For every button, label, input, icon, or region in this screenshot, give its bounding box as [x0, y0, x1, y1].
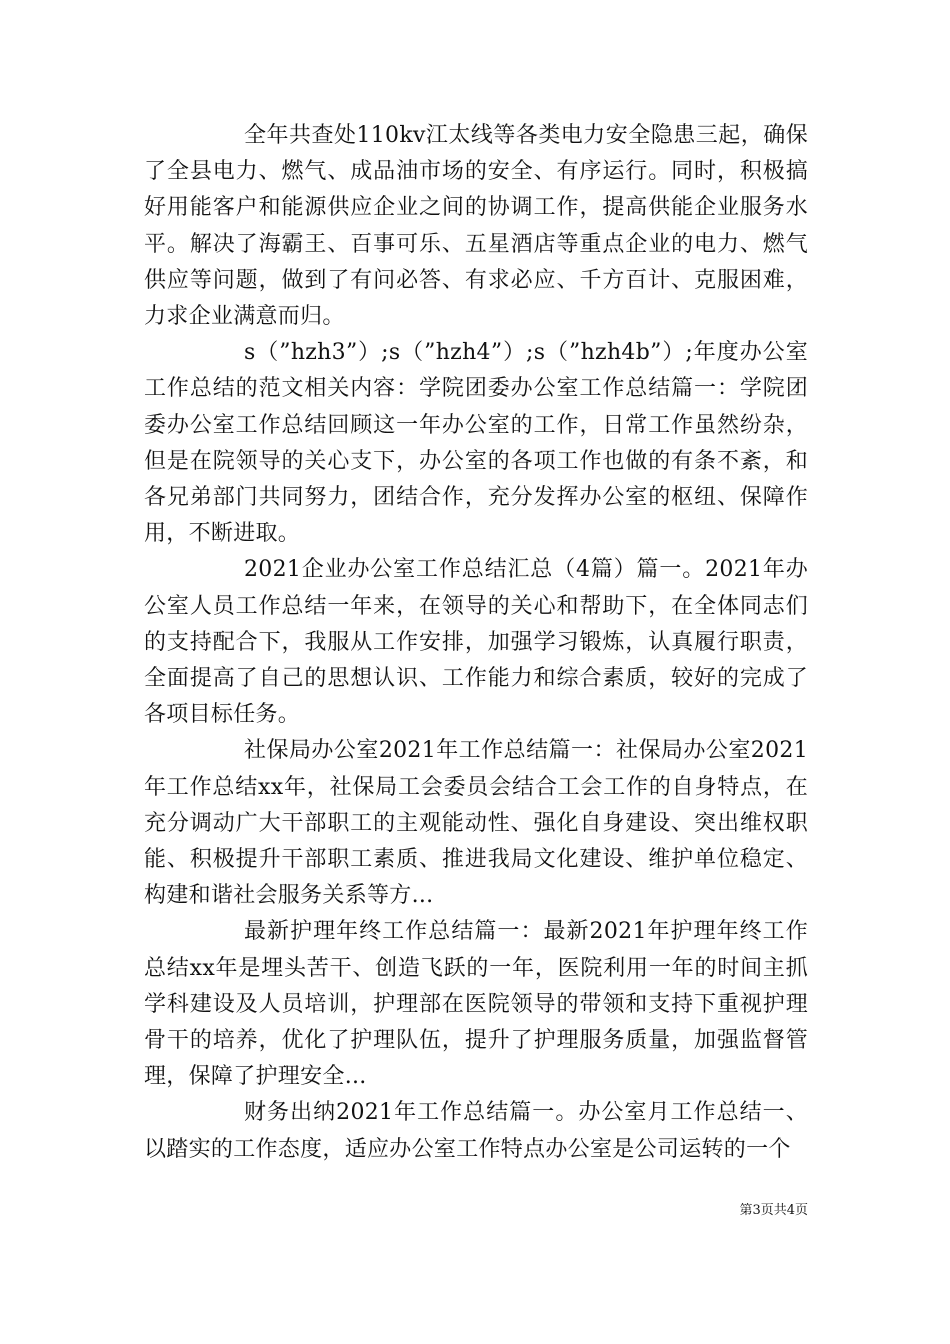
paragraph: 最新护理年终工作总结篇一：最新2021年护理年终工作总结xx年是埋头苦干、创造飞跃的一年，医院利用一年的时间主抓学科建设及人员培训，护理部在医院领导的带领和支持下重视护理骨干的培养，优化了护理队伍，提升了护理服务质量，加强监督管理，保障了护理安全...	[144, 919, 808, 1090]
paragraph: 全年共查处110kv江太线等各类电力安全隐患三起，确保了全县电力、燃气、成品油市场的安全、有序运行。同时，积极搞好用能客户和能源供应企业之间的协调工作，提高供能企业服务水平。解决了海霸王、百事可乐、五星酒店等重点企业的电力、燃气供应等问题，做到了有问必答、有求必应、千方百计、克服困难，力求企业满意而归。	[144, 123, 808, 330]
page-number-footer: 第3页共4页	[739, 1203, 808, 1218]
paragraph: s（”hzh3”）;s（”hzh4”）;s（”hzh4b”）;年度办公室工作总结的范文相关内容：学院团委办公室工作总结篇一：学院团委办公室工作总结回顾这一年办公室的工作，日常工作虽然纷杂，但是在院领导的关心支下，办公室的各项工作也做的有条不紊，和各兄弟部门共同努力，团结合作，充分发挥办公室的枢纽、保障作用，不断进取。	[144, 340, 808, 547]
paragraph: 2021企业办公室工作总结汇总（4篇）篇一。2021年办公室人员工作总结一年来，在领导的关心和帮助下，在全体同志们的支持配合下，我服从工作安排，加强学习锻炼，认真履行职责，全面提高了自己的思想认识、工作能力和综合素质，较好的完成了各项目标任务。	[144, 557, 808, 728]
paragraph: 财务出纳2021年工作总结篇一。办公室月工作总结一、以踏实的工作态度，适应办公室工作特点办公室是公司运转的一个	[144, 1100, 808, 1162]
document-body	[144, 118, 808, 1168]
paragraph: 社保局办公室2021年工作总结篇一：社保局办公室2021年工作总结xx年，社保局工会委员会结合工会工作的自身特点，在充分调动广大干部职工的主观能动性、强化自身建设、突出维权职能、积极提升干部职工素质、推进我局文化建设、维护单位稳定、构建和谐社会服务关系等方...	[144, 738, 808, 909]
